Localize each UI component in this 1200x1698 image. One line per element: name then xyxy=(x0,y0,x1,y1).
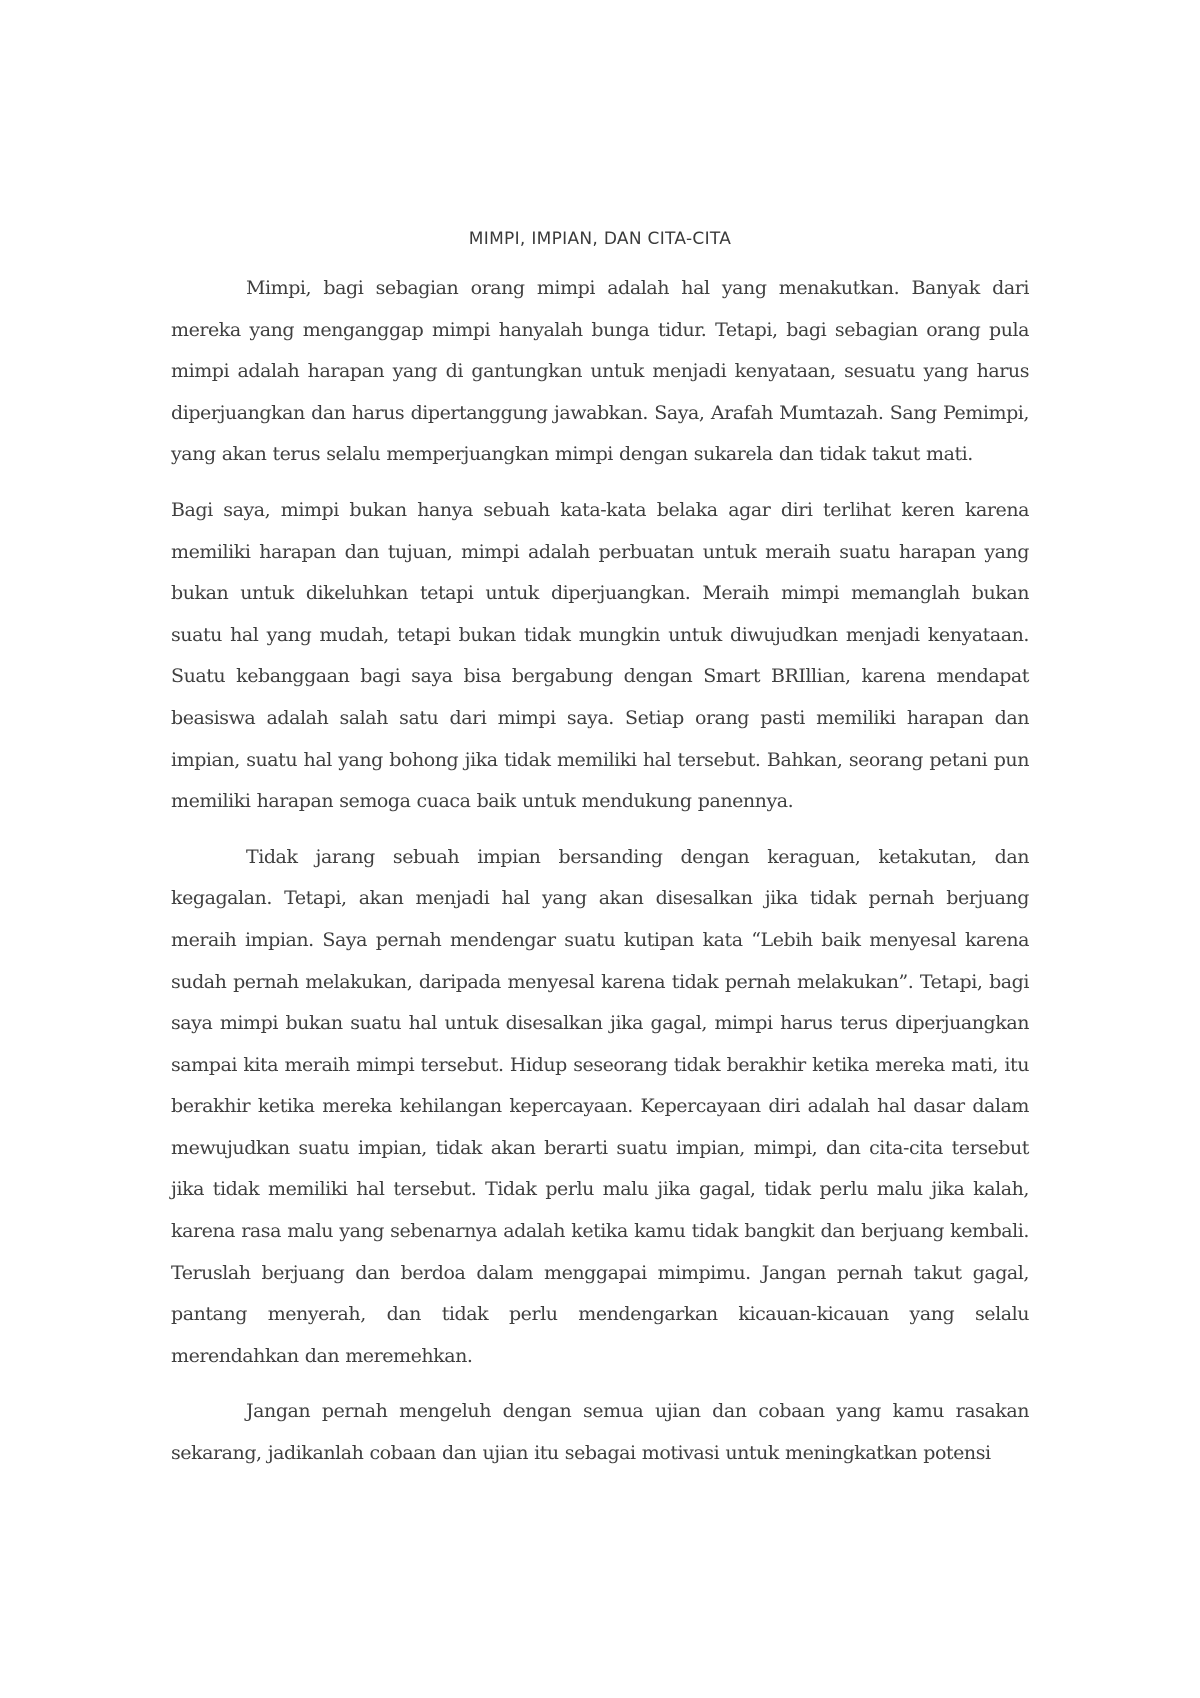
paragraph-3: Tidak jarang sebuah impian bersanding dengan keraguan, ketakutan, dan kegagalan. Tetapi, akan menjadi hal yang akan disesalkan jika tidak pernah berjuang meraih impian. Saya pernah mendengar suatu kutipan kata “Lebih baik menyesal karena sudah pernah melakukan, daripada menyesal karena tidak pernah melakukan”. Tetapi, bagi saya mimpi bukan suatu hal untuk disesalkan jika gagal, mimpi harus terus diperjuangkan sampai kita meraih mimpi tersebut. Hidup seseorang tidak berakhir ketika mereka mati, itu berakhir ketika mereka kehilangan kepercayaan. Kepercayaan diri adalah hal dasar dalam mewujudkan suatu impian, tidak akan berarti suatu impian, mimpi, dan cita-cita tersebut jika tidak memiliki hal tersebut. Tidak perlu malu jika gagal, tidak perlu malu jika kalah, karena rasa malu yang sebenarnya adalah ketika kamu tidak bangkit dan berjuang kembali. Teruslah berjuang dan berdoa dalam menggapai mimpimu. Jangan pernah takut gagal, pantang menyerah, dan tidak perlu mendengarkan kicauan-kicauan yang selalu merendahkan dan meremehkan. xyxy=(171,845,1029,1367)
document-title: MIMPI, IMPIAN, DAN CITA-CITA xyxy=(468,229,732,249)
paragraph-1: Mimpi, bagi sebagian orang mimpi adalah hal yang menakutkan. Banyak dari mereka yang menganggap mimpi hanyalah bunga tidur. Tetapi, bagi sebagian orang pula mimpi adalah harapan yang di gantungkan untuk menjadi kenyataan, sesuatu yang harus diperjuangkan dan harus dipertanggung jawabkan. Saya, Arafah Mumtazah. Sang Pemimpi, yang akan terus selalu memperjuangkan mimpi dengan sukarela dan tidak takut mati. xyxy=(171,277,1029,466)
paragraph-2: Bagi saya, mimpi bukan hanya sebuah kata-kata belaka agar diri terlihat keren karena memiliki harapan dan tujuan, mimpi adalah perbuatan untuk meraih suatu harapan yang bukan untuk dikeluhkan tetapi untuk diperjuangkan. Meraih mimpi memanglah bukan suatu hal yang mudah, tetapi bukan tidak mungkin untuk diwujudkan menjadi kenyataan. Suatu kebanggaan bagi saya bisa bergabung dengan Smart BRIllian, karena mendapat beasiswa adalah salah satu dari mimpi saya. Setiap orang pasti memiliki harapan dan impian, suatu hal yang bohong jika tidak memiliki hal tersebut. Bahkan, seorang petani pun memiliki harapan semoga cuaca baik untuk mendukung panennya. xyxy=(171,498,1029,813)
document-body xyxy=(171,268,1029,1475)
paragraph-4: Jangan pernah mengeluh dengan semua ujian dan cobaan yang kamu rasakan sekarang, jadikanlah cobaan dan ujian itu sebagai motivasi untuk meningkatkan potensi xyxy=(171,1400,1029,1465)
